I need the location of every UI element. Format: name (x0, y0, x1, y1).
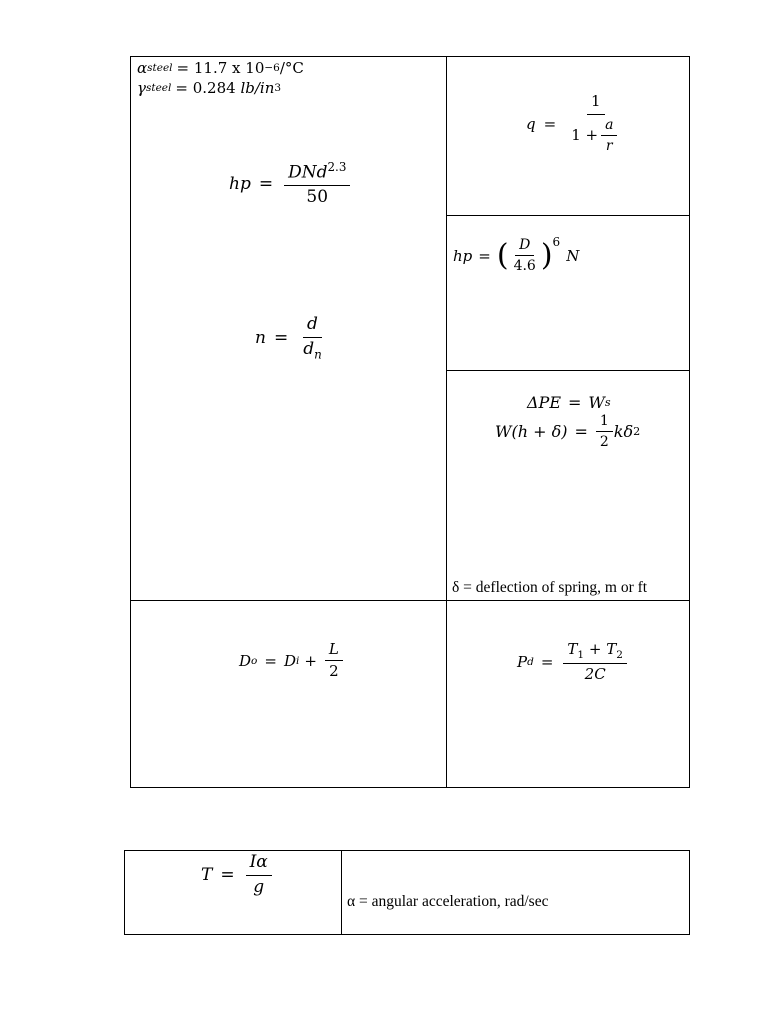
q-inner-fraction (601, 117, 617, 154)
q-numerator: 1 (587, 93, 605, 115)
pd-formula (517, 641, 630, 683)
torque-column-divider (341, 851, 342, 934)
q-equals: = (543, 114, 557, 133)
torque-equals: = (220, 865, 235, 886)
pd-lhs: P (517, 653, 528, 672)
row-divider-q (446, 215, 689, 216)
n-den-base: d (303, 338, 315, 359)
gamma-symbol: γ (137, 79, 146, 97)
q-inner-den: r (605, 138, 613, 155)
energy-line1-equals: = (568, 393, 582, 412)
row-divider-bottom (131, 600, 689, 601)
energy-line1-rhs: W (588, 393, 605, 412)
do-equals: = (264, 651, 277, 670)
hp-lhs: hp (229, 174, 251, 195)
hp2-denominator: 4.6 (513, 258, 536, 275)
gamma-subscript: steel (145, 82, 172, 94)
gamma-steel-line (137, 79, 281, 97)
pd-t2: T (606, 640, 617, 658)
hp2-open-paren: ( (496, 237, 509, 273)
q-formula (526, 93, 627, 154)
hp2-formula (453, 237, 579, 274)
energy-rhs-exp: 2 (633, 425, 641, 439)
alpha-steel-line (137, 59, 304, 77)
hp2-exponent: 6 (552, 235, 561, 249)
n-lhs: n (255, 328, 266, 349)
alpha-value: = 11.7 x 10 (176, 59, 265, 77)
n-fraction (299, 315, 326, 362)
n-equals: = (273, 328, 289, 349)
do-term-sub: i (295, 654, 300, 667)
gamma-exponent: 3 (274, 82, 282, 94)
hp2-fraction (510, 237, 540, 274)
q-fraction (567, 93, 624, 154)
hp-fraction (284, 161, 350, 208)
energy-frac-den: 2 (599, 434, 609, 451)
formula-table-torque (124, 850, 690, 935)
do-lhs: D (239, 651, 252, 670)
n-formula (255, 315, 329, 362)
do-frac-den: 2 (329, 662, 339, 681)
energy-line2-equals: = (574, 422, 588, 442)
hp-exponent: 2.3 (327, 160, 347, 174)
torque-fraction (246, 853, 272, 897)
n-den-sub: n (314, 346, 322, 361)
gamma-unit: lb/in (240, 79, 275, 97)
energy-line1 (527, 393, 611, 412)
energy-fraction (596, 413, 613, 450)
energy-line2 (495, 413, 640, 450)
hp-equals: = (258, 174, 274, 195)
pd-plus: + (588, 640, 602, 658)
energy-line1-lhs: ΔPE (527, 393, 561, 412)
alpha-symbol: α (137, 59, 148, 77)
hp-denominator: 50 (306, 187, 329, 208)
hp2-lhs: hp (453, 246, 473, 265)
gamma-value: = 0.284 (175, 79, 236, 97)
angular-acceleration-note: α = angular acceleration, rad/sec (347, 893, 549, 910)
hp2-close-paren: ) (540, 237, 553, 273)
torque-numerator: Iα (246, 853, 272, 876)
energy-line1-sub: s (604, 396, 611, 409)
n-numerator: d (303, 315, 322, 338)
row-divider-hp2 (446, 370, 689, 371)
deflection-note: δ = deflection of spring, m or ft (452, 579, 648, 596)
pd-t2-sub: 2 (616, 649, 623, 661)
energy-frac-num: 1 (596, 413, 613, 432)
hp-formula (229, 161, 353, 208)
energy-line2-lhs: W(h + δ) (495, 422, 568, 442)
pd-lhs-sub: d (527, 656, 534, 669)
pd-t1: T (567, 640, 578, 658)
formula-table-main (130, 56, 690, 788)
hp2-equals: = (478, 246, 491, 265)
do-plus: + (304, 651, 317, 670)
pd-denominator: 2C (584, 665, 606, 684)
pd-fraction (563, 641, 627, 683)
hp2-suffix: N (566, 246, 580, 265)
pd-t1-sub: 1 (577, 649, 585, 661)
q-den-prefix: 1 + (571, 126, 599, 145)
do-term: D (283, 651, 296, 670)
do-lhs-sub: o (251, 654, 258, 667)
alpha-unit: /°C (279, 59, 304, 77)
alpha-exponent: −6 (264, 62, 280, 74)
hp-numerator: DNd (288, 162, 328, 183)
alpha-subscript: steel (147, 62, 173, 74)
torque-formula (201, 853, 275, 897)
q-lhs: q (526, 114, 536, 133)
column-divider (446, 57, 447, 787)
q-inner-num: a (601, 117, 617, 136)
hp2-numerator: D (515, 237, 534, 256)
torque-denominator: g (253, 876, 265, 897)
do-formula (239, 641, 346, 681)
do-fraction (325, 641, 343, 681)
torque-lhs: T (201, 865, 213, 886)
do-frac-num: L (325, 641, 343, 661)
energy-rhs: kδ (613, 422, 634, 442)
pd-equals: = (540, 653, 554, 672)
